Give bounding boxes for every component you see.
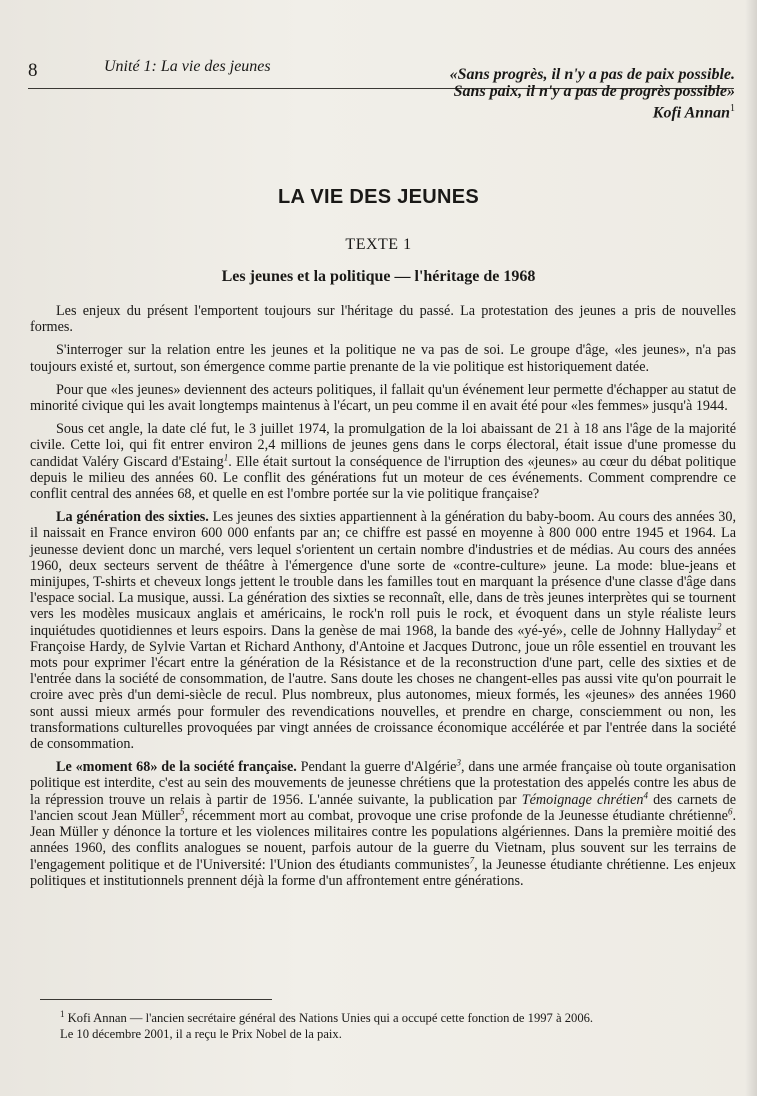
footnote-ref-6: 6 [727, 806, 733, 817]
paragraph-6-text-f: , la Jeunesse étudiante chrétienne. Les enjeux politiques et institutionnels prennent déjà la forme d'un affrontement entre générations. [30, 856, 736, 889]
paragraph-6 [30, 759, 736, 889]
unit-title: Unité 1: La vie des jeunes [104, 58, 271, 75]
paragraph-5 [30, 509, 736, 752]
footnote [60, 1006, 720, 1042]
paragraph-4-text-a: Sous cet angle, la date clé fut, le 3 juillet 1974, la promulgation de la loi abaissant de 21 à 18 ans l'âge de la majorité civile. Cette loi, qui fit entrer environ 2,4 millions de jeunes gens dans le corps électoral, était issue d'une promesse du candidat Valéry Giscard d'Estaing [30, 421, 736, 470]
paragraph-6-text-e: . Jean Müller y dénonce la torture et les violences militaires contre les populations algériennes. Dans la première moitié des années 1960, des conflits analogues se nouent, parfois autour de la guerre du Vietnam, plus souvent sur les terrains de l'engagement politique et de l'Université: l'Union des étudiants communistes [30, 807, 736, 873]
footnote-line-1 [60, 1006, 720, 1026]
paragraph-5-text-a: Les jeunes des sixties appartiennent à la génération du baby-boom. Au cours des années 30, il naissait en France environ 600 000 enfants par an; ce chiffre est passé en moyenne à 800 000 entre 1945 et 1964. La jeunesse devient donc un marché, vers lequel s'orientent un certain nombre d'industries et de médias. Au cours des années 1960, deux secteurs servent de théâtre à l'émergence d'une sorte de «contre-culture» jeune. La mode: blue-jeans et minijupes, T-shirts et cheveux longs jettent le trouble dans les familles tout en marquant la présence d'une classe d'âge dans l'espace social. La musique, aussi. La génération des sixties se reconnaît, elle, dans de très jeunes interprètes qui se tournent vers les modèles musicaux anglais et américains, le rock'n roll puis le rock, et évoquent dans un style réaliste leurs inquiétudes quotidiennes et leurs espoirs. Dans la genèse de mai 1968, la bande des «yé-yé», celle de Johnny Hallyday [30, 509, 736, 639]
footnote-ref-3: 3 [456, 757, 461, 768]
paragraph-4 [30, 421, 736, 502]
text-subtitle: Les jeunes et la politique — l'héritage de 1968 [221, 268, 536, 285]
paragraph-3: Pour que «les jeunes» deviennent des acteurs politiques, il fallait qu'un événement leur permette d'échapper au statut de minorité civique qui les avait longtemps maintenus à l'écart, un peu comme il en avait été pour «les femmes» jusqu'à 1944. [30, 381, 736, 415]
paragraph-2: S'interroger sur la relation entre les jeunes et la politique ne va pas de soi. Le groupe d'âge, «les jeunes», n'a pas toujours existé et, surtout, son émergence comme partie prenante de la vie politique est historiquement datée. [30, 342, 736, 375]
paragraph-1: Les enjeux du présent l'emportent toujours sur l'héritage du passé. La protestation des jeunes a pris de nouvelles formes. [30, 303, 736, 336]
footnote-ref-5: 5 [179, 806, 185, 817]
footnote-ref-2: 2 [716, 620, 722, 631]
paragraph-6-text-c: des carnets de l'ancien scout Jean Müller [30, 791, 736, 824]
footnote-mark: 1 [60, 1009, 65, 1019]
footnote-ref-7: 7 [469, 854, 475, 865]
footnote-line-2: Le 10 décembre 2001, il a reçu le Prix Nobel de la paix. [60, 1027, 342, 1042]
page-edge-shadow [745, 0, 757, 1096]
epigraph-footnote-ref: 1 [730, 103, 735, 114]
epigraph-line-2: Sans paix, il n'y a pas de progrès possible» [453, 83, 735, 100]
paragraph-5-lead: La génération des sixties. [56, 509, 209, 526]
page-number: 8 [28, 60, 38, 81]
epigraph-quote [450, 66, 735, 121]
article-body [30, 303, 736, 896]
paragraph-6-text-d: , récemment mort au combat, provoque une crise profonde de la Jeunesse étudiante chrétienne [184, 807, 728, 824]
paragraph-6-lead: Le «moment 68» de la société française. [56, 759, 297, 776]
paragraph-4-text-b: . Elle était surtout la conséquence de l'irruption des «jeunes» au cœur du débat politique depuis le milieu des années 60. Le conflit des générations fut un moteur de ces événements. Comment comprendre ce conflit central des années 68, et quelle en est l'ombre portée sur la vie politique française? [30, 453, 736, 503]
publication-title: Témoignage chrétien [521, 791, 644, 808]
paragraph-6-text-a: Pendant la guerre d'Algérie [296, 759, 457, 776]
paragraph-5-text-b: et Françoise Hardy, de Sylvie Vartan et Richard Anthony, d'Antoine et Jacques Dutronc, joue un rôle essentiel en trouvant les mots pour exprimer l'écart entre la génération de la Résistance et de la reconstruction d'une part, celle des sixties et de l'entrée dans la société de consommation, de l'autre. Sans doute les choses ne changent-elles pas aussi vite qu'on pourrait le croire avec près d'un demi-siècle de recul. Plus nombreux, plus autonomes, mieux formés, les «jeunes» des années 1960 sont aussi mieux armés pour formuler des revendications nouvelles, et prendre en charge, consciemment ou non, les transformations culturelles provoquées par vingt années de croissance économique accélérée et par l'entrée dans la société de consommation. [30, 622, 736, 753]
epigraph-line-1: «Sans progrès, il n'y a pas de paix possible. [449, 66, 735, 83]
text-label: TEXTE 1 [345, 236, 412, 253]
epigraph-author [450, 100, 735, 121]
footnote-ref-4: 4 [643, 789, 649, 800]
footnote-text-1: Kofi Annan — l'ancien secrétaire général des Nations Unies qui a occupé cette fonction de 1997 à 2006. [64, 1011, 594, 1026]
footnote-rule [40, 999, 272, 1000]
epigraph-author-name: Kofi Annan [652, 104, 730, 122]
paragraph-6-text-b: , dans une armée française où toute organisation politique est interdite, c'est au sein des mouvements de jeunesse chrétiens que la protestation des appelés contre les abus de la répression trouve un relais à partir de 1956. L'année suivante, la publication par [30, 759, 736, 808]
footnote-ref-1: 1 [223, 451, 229, 462]
page-title: LA VIE DES JEUNES [277, 186, 480, 208]
